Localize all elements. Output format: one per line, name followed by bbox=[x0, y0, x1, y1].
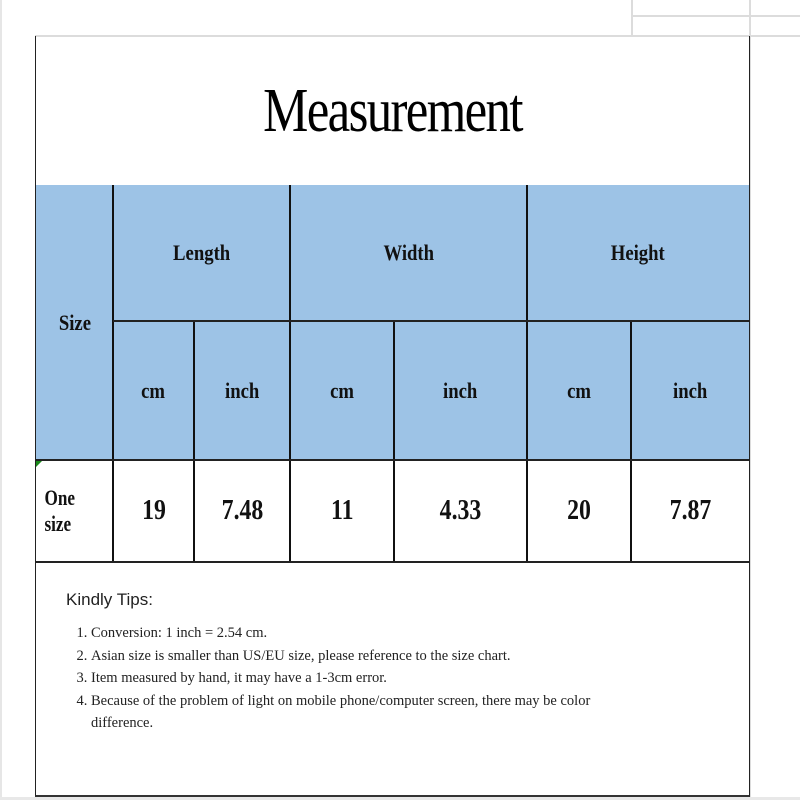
value-cell bbox=[290, 460, 394, 562]
header-width-cm bbox=[290, 321, 394, 460]
tips-heading: Kindly Tips: bbox=[66, 590, 153, 609]
length-inch-value: 7.48 bbox=[221, 495, 263, 526]
size-cell bbox=[36, 460, 113, 562]
border-line bbox=[35, 561, 750, 563]
border-line bbox=[393, 321, 395, 562]
unit-label: inch bbox=[672, 377, 708, 403]
tips-section bbox=[66, 590, 656, 735]
length-cm-value: 19 bbox=[141, 495, 166, 526]
value-cell bbox=[631, 460, 749, 562]
value-cell bbox=[527, 460, 631, 562]
height-cm-value: 20 bbox=[567, 495, 591, 526]
tip-item: 4. Because of the problem of light on mobile phone/computer screen, there may be color difference. bbox=[91, 690, 656, 735]
size-value: One size bbox=[44, 485, 75, 536]
header-length-inch bbox=[194, 321, 290, 460]
header-width bbox=[290, 185, 527, 321]
unit-label: inch bbox=[443, 377, 478, 403]
header-height-inch bbox=[631, 321, 749, 460]
width-label: Width bbox=[383, 240, 434, 265]
height-inch-value: 7.87 bbox=[669, 495, 711, 526]
border-line bbox=[630, 321, 632, 562]
length-label: Length bbox=[172, 240, 231, 265]
unit-label: cm bbox=[567, 377, 591, 403]
value-cell bbox=[113, 460, 194, 562]
tip-item: 3. Item measured by hand, it may have a 1-3cm error. bbox=[91, 667, 656, 690]
border-line bbox=[113, 320, 750, 322]
height-label: Height bbox=[610, 240, 666, 265]
width-cm-value: 11 bbox=[330, 495, 354, 526]
header-height bbox=[527, 185, 749, 321]
tips-list bbox=[66, 622, 656, 735]
header-length-cm bbox=[113, 321, 194, 460]
header-length bbox=[113, 185, 290, 321]
gridline bbox=[631, 0, 633, 36]
header-size bbox=[36, 185, 113, 460]
value-cell bbox=[194, 460, 290, 562]
header-width-inch bbox=[394, 321, 527, 460]
border-line bbox=[35, 459, 750, 461]
border-line bbox=[193, 321, 195, 562]
gridline bbox=[631, 15, 800, 17]
cell-marker-icon bbox=[36, 461, 42, 467]
unit-label: cm bbox=[330, 377, 354, 403]
border-line bbox=[526, 185, 528, 562]
border-line bbox=[289, 185, 291, 562]
size-header-label: Size bbox=[58, 309, 91, 335]
header-height-cm bbox=[527, 321, 631, 460]
value-cell bbox=[394, 460, 527, 562]
unit-label: inch bbox=[224, 377, 260, 403]
page-title: Measurement bbox=[263, 76, 522, 145]
border-line bbox=[112, 185, 114, 562]
unit-label: cm bbox=[141, 377, 166, 403]
gridline bbox=[0, 0, 2, 800]
tip-item: 1. Conversion: 1 inch = 2.54 cm. bbox=[91, 622, 656, 645]
width-inch-value: 4.33 bbox=[439, 495, 482, 526]
tip-item: 2. Asian size is smaller than US/EU size, please reference to the size chart. bbox=[91, 645, 656, 668]
